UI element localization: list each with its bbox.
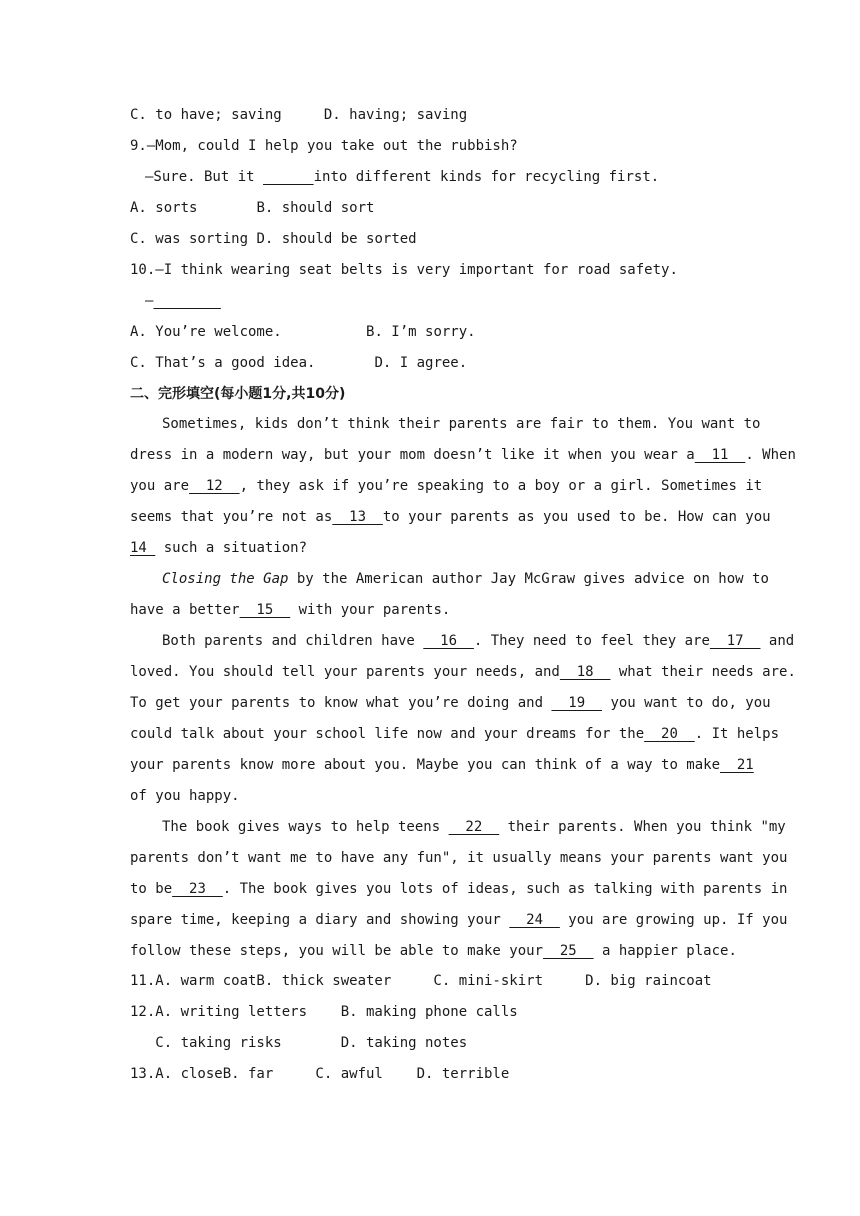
q11-options: 11.A. warm coatB. thick sweater C. mini-skirt D. big raincoat	[130, 973, 712, 989]
q10-option-a: A. You’re welcome.	[130, 324, 282, 340]
q13-options: 13.A. closeB. far C. awful D. terrible	[130, 1066, 510, 1082]
q9-options-ab	[130, 198, 374, 218]
q10-reply	[145, 291, 221, 311]
blank-25: 25	[543, 943, 594, 959]
passage-line: dress in a modern way, but your mom doesn’t like it when you wear a 11 . When	[130, 447, 796, 463]
blank-24: 24	[509, 912, 560, 928]
q10-blank	[153, 293, 220, 309]
passage-line: loved. You should tell your parents your needs, and 18 what their needs are.	[130, 664, 796, 680]
q9-reply	[145, 167, 659, 187]
passage-line: Closing the Gap by the American author Jay McGraw gives advice on how to	[162, 571, 769, 587]
passage-line: of you happy.	[130, 788, 240, 804]
blank-20: 20	[644, 726, 695, 742]
q9-reply-text: —Sure. But it	[145, 169, 264, 185]
blank-21: 21	[720, 757, 754, 773]
blank-23: 23	[172, 881, 223, 897]
q9-reply-rest: into different kinds for recycling first.	[313, 169, 660, 185]
blank-13: 13	[332, 509, 383, 525]
passage-line: to be 23 . The book gives you lots of ideas, such as talking with parents in	[130, 881, 788, 897]
q8-option-d: D. having; saving	[323, 107, 468, 123]
passage-line: you are 12 , they ask if you’re speaking to a boy or a girl. Sometimes it	[130, 478, 763, 494]
blank-22: 22	[448, 819, 500, 835]
blank-15: 15	[239, 602, 291, 618]
q10-option-c: C. That’s a good idea.	[130, 355, 316, 371]
blank-14: 14	[130, 540, 156, 556]
q9-option-d: D. should be sorted	[256, 231, 417, 247]
q10-options-ab	[130, 322, 476, 342]
passage-line: have a better 15 with your parents.	[130, 602, 451, 618]
passage-line: could talk about your school life now and your dreams for the 20 . It helps	[130, 726, 780, 742]
q9-blank	[263, 169, 314, 185]
passage-line: Sometimes, kids don’t think their parents are fair to them. You want to	[162, 416, 761, 432]
q8-option-c: C. to have; saving	[130, 107, 282, 123]
q10-dash: —	[145, 293, 154, 309]
passage-line: parents don’t want me to have any fun", it usually means your parents want you	[130, 850, 788, 866]
passage-line: spare time, keeping a diary and showing your 24 you are growing up. If you	[130, 912, 788, 928]
q9-option-b: B. should sort	[256, 200, 375, 216]
q10-option-b: B. I’m sorry.	[366, 324, 476, 340]
q12-options-ab: 12.A. writing letters B. making phone calls	[130, 1004, 518, 1020]
q12-options-cd: C. taking risks D. taking notes	[130, 1035, 468, 1051]
q9-options-cd	[130, 229, 417, 249]
blank-16: 16	[423, 633, 474, 649]
passage-line: follow these steps, you will be able to make your 25 a happier place.	[130, 943, 737, 959]
q10-question: 10.—I think wearing seat belts is very important for road safety.	[130, 262, 678, 278]
passage-line: The book gives ways to help teens 22 their parents. When you think "my	[162, 819, 786, 835]
blank-11: 11	[694, 447, 746, 463]
blank-17: 17	[709, 633, 761, 649]
q9-option-c: C. was sorting	[130, 231, 249, 247]
q10-option-d: D. I agree.	[374, 355, 468, 371]
passage-line: your parents know more about you. Maybe you can think of a way to make 21	[130, 757, 754, 773]
blank-12: 12	[189, 478, 240, 494]
q10-options-cd	[130, 353, 467, 373]
blank-19: 19	[551, 695, 603, 711]
book-title: Closing the Gap	[162, 571, 289, 587]
blank-18: 18	[559, 664, 611, 680]
q9-option-a: A. sorts	[130, 200, 198, 216]
passage-line: Both parents and children have 16 . They need to feel they are 17 and	[162, 633, 795, 649]
passage-line: To get your parents to know what you’re doing and 19 you want to do, you	[130, 695, 771, 711]
section-title: 二、完形填空(每小题1分,共10分)	[130, 386, 346, 402]
passage-line: 14 such a situation?	[130, 540, 308, 556]
q9-question: 9.—Mom, could I help you take out the rubbish?	[130, 138, 518, 154]
q8-options-cd	[130, 105, 467, 125]
passage-line: seems that you’re not as 13 to your parents as you used to be. How can you	[130, 509, 771, 525]
